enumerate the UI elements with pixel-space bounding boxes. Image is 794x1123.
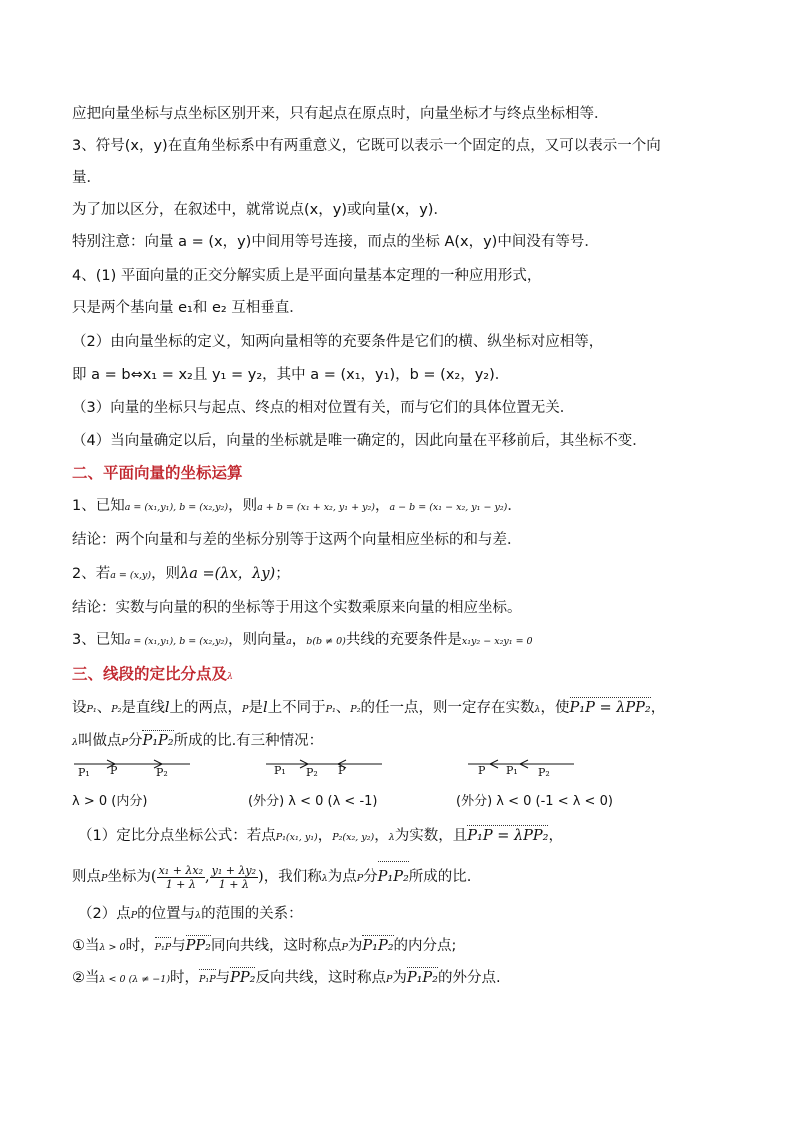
numerator: x₁ + λx₂ xyxy=(158,863,203,877)
paragraph-line: （4）当向量确定以后，向量的坐标就是唯一确定的，因此向量在平移前后，其坐标不变． xyxy=(72,433,647,449)
vector: PP₂ xyxy=(230,970,256,986)
text: 时， xyxy=(125,938,155,954)
text: ； xyxy=(275,566,290,582)
formula: x₁y₂ − x₂y₁ = 0 xyxy=(461,636,533,647)
vector-formula: P₁P = λPP₂ xyxy=(467,828,549,844)
text: ， xyxy=(317,828,333,844)
formula: λa =(λx，λy) xyxy=(180,566,276,582)
text: 的位置与 xyxy=(137,906,196,922)
text: 、 xyxy=(96,700,112,716)
point-label-p1: P₁ xyxy=(506,764,518,777)
text: 上不同于 xyxy=(267,700,326,716)
text: 坐标为 xyxy=(107,869,151,885)
vector: P₁P₂ xyxy=(362,938,394,954)
text: ，则 xyxy=(151,566,181,582)
math: λ xyxy=(534,704,541,715)
text: 为 xyxy=(392,970,407,986)
math: λ > 0 xyxy=(99,942,126,953)
text: 分 xyxy=(127,733,143,749)
section-title: 三、线段的定比分点及 xyxy=(72,665,228,683)
paragraph-line xyxy=(72,936,734,958)
paragraph-line: 4、(1) 平面向量的正交分解实质上是平面向量基本定理的一种应用形式， xyxy=(72,268,542,284)
math: l xyxy=(262,700,268,716)
paragraph-line xyxy=(78,904,734,926)
numerator: y₁ + λy₂ xyxy=(211,863,257,877)
math: P₂ xyxy=(111,704,122,715)
text: 的外分点. xyxy=(438,970,501,986)
paragraph-line: 应把向量坐标与点坐标区别开来，只有起点在原点时，向量坐标才与终点坐标相等． xyxy=(72,106,609,122)
formula-line xyxy=(72,630,734,652)
formula: a = (x,y) xyxy=(110,570,152,581)
math: P₂(x₂, y₂) xyxy=(332,832,375,843)
math: P xyxy=(130,910,138,921)
vector: P₁P₂ xyxy=(406,970,438,986)
lambda-symbol: λ xyxy=(227,671,234,682)
math: P xyxy=(385,974,393,985)
vector-formula: P₁P₂ xyxy=(378,862,409,892)
math: P₁ xyxy=(86,704,97,715)
formula: a = (x₁,y₁), b = (x₂,y₂) xyxy=(124,502,229,513)
text: （1）定比分点坐标公式：若点 xyxy=(78,828,276,844)
text: ，我们称 xyxy=(263,869,322,885)
denominator: 1 + λ xyxy=(165,877,196,891)
text: 的内分点; xyxy=(393,938,457,954)
text: （2）点 xyxy=(78,906,131,922)
paragraph-line: 即 a = b⇔x₁ = x₂且 y₁ = y₂，其中 a = (x₁，y₁)，b = (x₂，y₂)． xyxy=(72,367,510,383)
paragraph-line xyxy=(72,698,734,720)
text: 、 xyxy=(335,700,351,716)
math: λ xyxy=(321,873,328,884)
text: 上的两点， xyxy=(169,700,243,716)
section-heading: 二、平面向量的坐标运算 xyxy=(72,464,243,482)
text: 1、已知 xyxy=(72,498,125,514)
text: ， xyxy=(374,498,390,514)
diagram-caption: λ > 0 (内分) xyxy=(72,794,148,809)
text: 3、已知 xyxy=(72,632,125,648)
text: ． xyxy=(507,498,522,514)
text: 设 xyxy=(72,700,87,716)
point-label-p: P xyxy=(338,764,346,777)
number-line xyxy=(72,756,202,770)
text: 是 xyxy=(248,700,263,716)
paragraph-line: 只是两个基向量 e₁和 e₂ 互相垂直． xyxy=(72,300,304,316)
point-label-p: P xyxy=(110,764,118,777)
text: 是直线 xyxy=(121,700,165,716)
division-diagram-external-2 xyxy=(466,756,596,786)
math: λ xyxy=(195,910,202,921)
text: ， xyxy=(650,700,666,716)
formula-line xyxy=(72,564,734,586)
math: P xyxy=(101,873,108,884)
formula-line xyxy=(72,496,734,518)
text: ， xyxy=(291,632,307,648)
math: λ xyxy=(388,832,395,843)
paragraph-line xyxy=(78,826,734,848)
text: 2、若 xyxy=(72,566,111,582)
text: 同向共线，这时称点 xyxy=(211,938,342,954)
text: ，则 xyxy=(228,498,258,514)
text: 为实数，且 xyxy=(394,828,468,844)
formula: a = (x₁,y₁), b = (x₂,y₂) xyxy=(124,636,229,647)
vector-formula: P₁P = λPP₂ xyxy=(569,700,651,716)
text: 为 xyxy=(347,938,363,954)
math: λ xyxy=(72,737,79,748)
paragraph-line: （3）向量的坐标只与起点、终点的相对位置有关，而与它们的具体位置无关． xyxy=(72,400,575,416)
formula: b(b ≠ 0) xyxy=(306,636,346,647)
math: l xyxy=(164,700,170,716)
math: P₁ xyxy=(325,704,336,715)
text: ①当 xyxy=(72,938,100,954)
formula: a + b = (x₁ + x₂, y₁ + y₂) xyxy=(257,502,375,513)
text: 所成的比.有三种情况： xyxy=(173,733,324,749)
section-heading xyxy=(72,664,233,687)
paragraph-line: 结论：两个向量和与差的坐标分别等于这两个向量相应坐标的和与差． xyxy=(72,532,522,548)
point-label-p2: P₂ xyxy=(156,766,168,779)
vector: PP₂ xyxy=(185,938,211,954)
text: ②当 xyxy=(72,970,100,986)
text: ， xyxy=(374,828,389,844)
text: 的范围的关系： xyxy=(201,906,303,922)
paragraph-line: 结论：实数与向量的积的坐标等于用这个实数乘原来向量的相应坐标。 xyxy=(72,600,522,616)
text: 时， xyxy=(170,970,200,986)
fraction-y xyxy=(210,864,258,891)
comma: , xyxy=(205,869,210,885)
math: P xyxy=(242,704,249,715)
point-label-p2: P₂ xyxy=(306,766,318,779)
text: 与 xyxy=(171,938,186,954)
math: P xyxy=(341,942,348,953)
text: 则点 xyxy=(72,869,101,885)
paren: ) xyxy=(258,869,264,885)
denominator: 1 + λ xyxy=(218,877,249,891)
paren: ( xyxy=(150,869,157,885)
paragraph-line: 3、符号(x，y)在直角坐标系中有两重意义，它既可以表示一个固定的点，又可以表示一个向 xyxy=(72,138,661,154)
text: 共线的充要条件是 xyxy=(345,632,462,648)
text: ， xyxy=(548,828,563,844)
math: P xyxy=(121,737,128,748)
number-line xyxy=(466,756,596,770)
text: ，使 xyxy=(540,700,570,716)
formula-line xyxy=(72,862,734,892)
diagram-caption: (外分) λ < 0 (λ < -1) xyxy=(248,794,378,809)
math: P₂ xyxy=(350,704,361,715)
division-diagram-external-1 xyxy=(264,756,394,786)
text: 所成的比. xyxy=(408,869,472,885)
paragraph-line: 量． xyxy=(72,170,101,186)
point-label-p: P xyxy=(478,764,486,777)
text: 为点 xyxy=(327,869,357,885)
text: ，则向量 xyxy=(228,632,287,648)
text: 的任一点，则一定存在实数 xyxy=(360,700,535,716)
point-label-p1: P₁ xyxy=(274,764,286,777)
text: 分 xyxy=(363,869,378,885)
paragraph-line: （2）由向量坐标的定义，知两向量相等的充要条件是它们的横、纵坐标对应相等， xyxy=(72,334,604,350)
paragraph-line xyxy=(72,731,734,753)
formula: a xyxy=(286,636,292,647)
diagram-caption: (外分) λ < 0 (-1 < λ < 0) xyxy=(456,794,613,809)
math: P xyxy=(356,873,364,884)
paragraph-line xyxy=(72,968,734,990)
point-label-p1: P₁ xyxy=(78,766,90,779)
vector: P₁P xyxy=(155,938,172,958)
text: 与 xyxy=(215,970,231,986)
paragraph-line: 为了加以区分，在叙述中，就常说点(x，y)或向量(x，y)． xyxy=(72,202,448,218)
fraction-x xyxy=(157,864,205,891)
math: P₁(x₁, y₁) xyxy=(275,832,318,843)
division-diagram-internal xyxy=(72,756,202,786)
vector-formula: P₁P₂ xyxy=(142,733,174,749)
math: λ < 0 (λ ≠ −1) xyxy=(99,974,171,985)
formula: a − b = (x₁ − x₂, y₁ − y₂) xyxy=(389,502,508,513)
text: 反向共线，这时称点 xyxy=(255,970,386,986)
point-label-p2: P₂ xyxy=(538,766,550,779)
vector: P₁P xyxy=(199,970,216,990)
paragraph-line: 特别注意：向量 a = (x，y)中间用等号连接，而点的坐标 A(x，y)中间没有等号． xyxy=(72,234,599,250)
text: 叫做点 xyxy=(78,733,122,749)
